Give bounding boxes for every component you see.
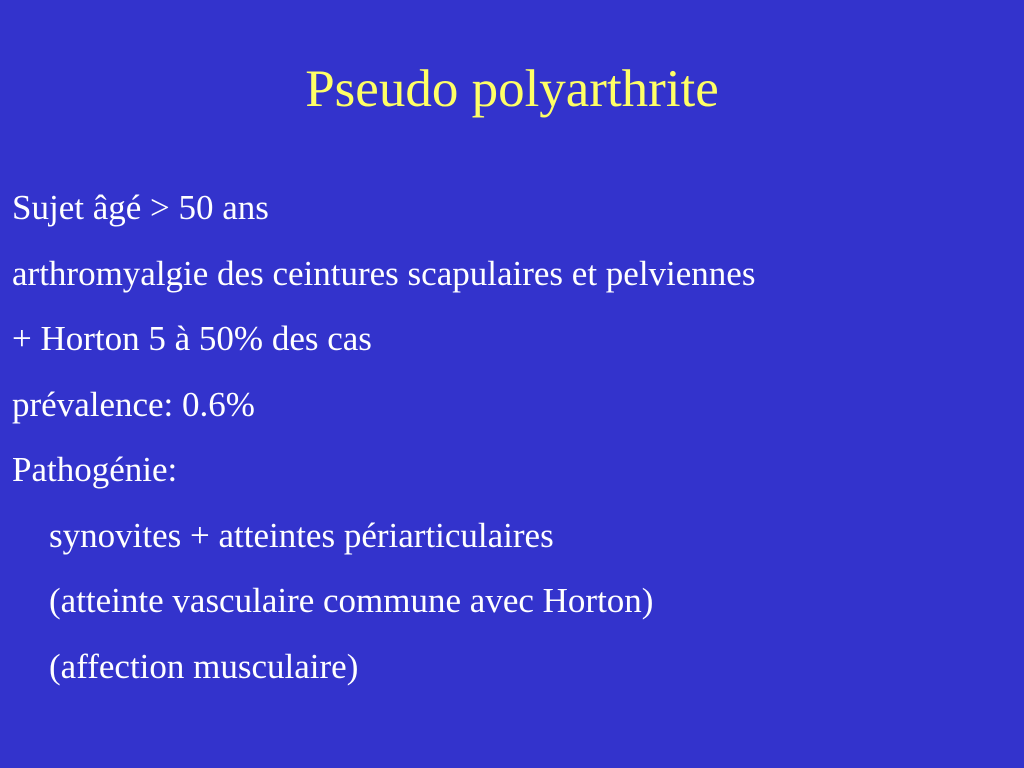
slide-title: Pseudo polyarthrite (305, 60, 719, 118)
body-line-prevalence: prévalence: 0.6% (12, 384, 255, 424)
body-line-arthromyalgia: arthromyalgie des ceintures scapulaires et pelviennes (12, 253, 756, 293)
body-line-vascular: (atteinte vasculaire commune avec Horton) (49, 581, 654, 620)
body-line-pathogenesis: Pathogénie: (12, 450, 178, 489)
slide-body (12, 177, 755, 701)
body-line-horton: + Horton 5 à 50% des cas (12, 319, 372, 358)
body-line-synovitis: synovites + atteintes périarticulaires (49, 515, 554, 555)
body-line-subject-age: Sujet âgé > 50 ans (12, 188, 269, 227)
body-line-muscular: (affection musculaire) (49, 646, 359, 686)
